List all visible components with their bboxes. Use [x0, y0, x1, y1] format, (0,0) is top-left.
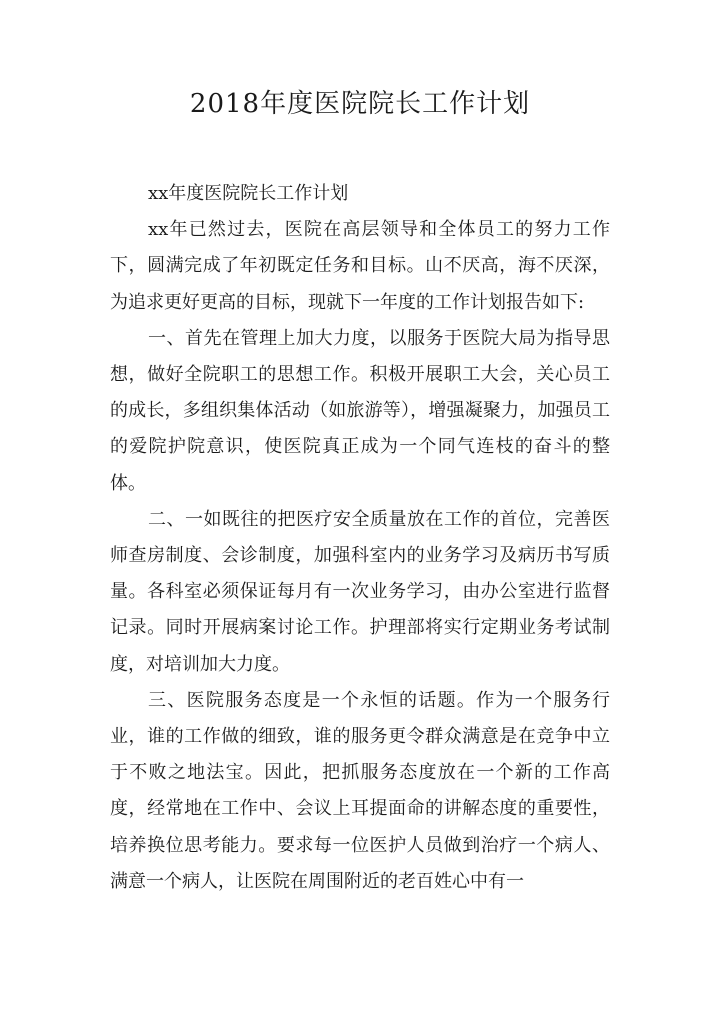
document-title: 2018年度医院院长工作计划	[189, 89, 531, 119]
paragraph-item-2: 二、一如既往的把医疗安全质量放在工作的首位，完善医师查房制度、会诊制度，加强科室内的业务学习及病历书写质量。各科室必须保证每月有一次业务学习，由办公室进行监督记录。同时开展病案讨论工作。护理部将实行定期业务考试制度，对培训加大力度。	[110, 508, 610, 675]
paragraph-intro: xx年已然过去，医院在高层领导和全体员工的努力工作下，圆满完成了年初既定任务和目标。山不厌高，海不厌深，为追求更好更高的目标，现就下一年度的工作计划报告如下:	[110, 219, 610, 313]
paragraph-item-3: 三、医院服务态度是一个永恒的话题。作为一个服务行业，谁的工作做的细致，谁的服务更令群众满意是在竞争中立于不败之地法宝。因此，把抓服务态度放在一个新的工作高度，经常地在工作中、会议上耳提面命的讲解态度的重要性，培养换位思考能力。要求每一位医护人员做到治疗一个病人、满意一个病人，让医院在周围附近的老百姓心中有一	[110, 689, 610, 892]
paragraph-subtitle: xx年度医院院长工作计划	[148, 183, 349, 204]
document-body	[110, 176, 610, 900]
paragraph-item-1: 一、首先在管理上加大力度，以服务于医院大局为指导思想，做好全院职工的思想工作。积极开展职工大会，关心员工的成长，多组织集体活动（如旅游等），增强凝聚力，加强员工的爱院护院意识，使医院真正成为一个同气连枝的奋斗的整体。	[110, 327, 610, 494]
